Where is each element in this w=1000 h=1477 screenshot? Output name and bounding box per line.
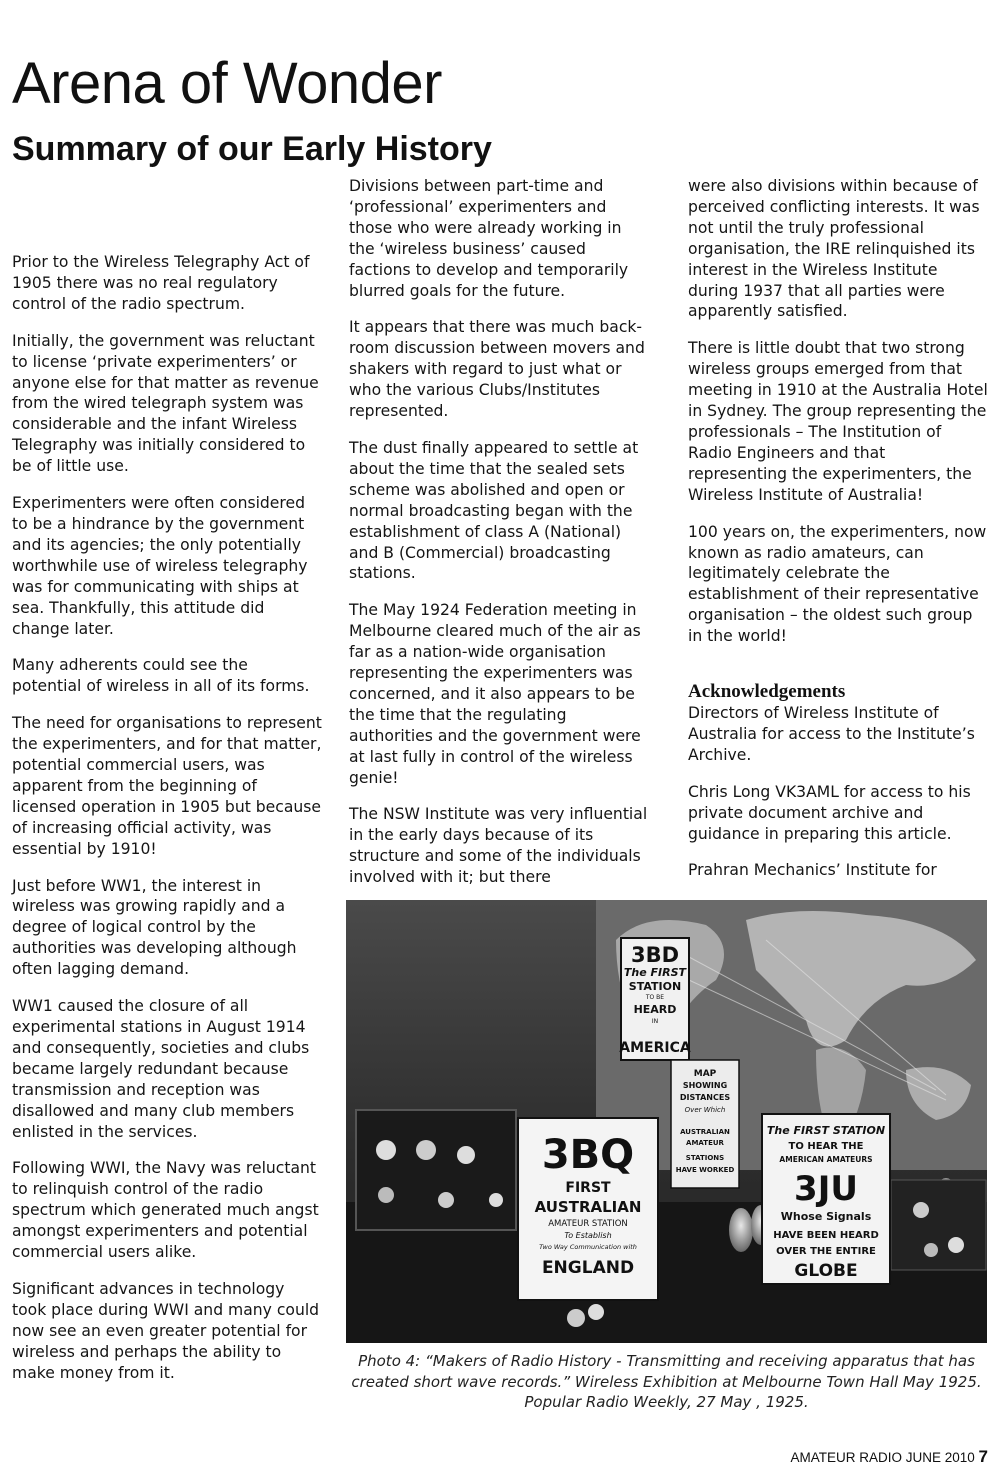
paragraph: Following WWI, the Navy was reluctant to relinquish control of the radio spectrum which generated much angst amongst experimenters and potential commercial users alike. (12, 1159, 319, 1262)
paragraph: 100 years on, the experimenters, now known as radio amateurs, can legitimately celebrate the establishment of their representative organisation – the oldest such group in the world! (688, 522, 987, 646)
paragraph: were also divisions within because of perceived conflicting interests. It was not until the truly professional organisation, the IRE relinquished its interest in the Wireless Institute during 1937 that all parties were apparently satisfied. (688, 177, 980, 321)
sign-3bq-line: Two Way Communication with (539, 1243, 637, 1251)
sign-map-line: STATIONS (685, 1154, 725, 1162)
sign-3bd-line: The FIRST (623, 966, 687, 979)
page-title: Arena of Wonder (12, 51, 442, 116)
page-subtitle: Summary of our Early History (12, 130, 492, 168)
paragraph: Chris Long VK3AML for access to his private document archive and guidance in preparing this article. (688, 782, 971, 843)
paragraph: There is little doubt that two strong wireless groups emerged from that meeting in 1910 at the Australia Hotel in Sydney. The group representing the professionals – The Institution of Radio Engineers and that representing the experimenters, the Wireless Institute of Australia! (688, 339, 988, 504)
sign-3bd (619, 938, 691, 1060)
sign-map-line: AUSTRALIAN (680, 1128, 730, 1136)
article-column-2 (349, 176, 649, 904)
sign-map-line: Over Which (684, 1106, 726, 1114)
article-column-1 (12, 252, 322, 1400)
photo-caption: Photo 4: “Makers of Radio History - Transmitting and receiving apparatus that has created short wave records.” Wireless Exhibition at Melbourne Town Hall May 1925. Popular Radio Weekly, 27 May , 1925. (351, 1352, 982, 1411)
sign-map (671, 1060, 739, 1188)
paragraph: The May 1924 Federation meeting in Melbourne cleared much of the air as far as a nation-wide organisation representing the experimenters was concerned, and it also appears to be the time that the regulating authorities and the government were at last fully in control of the wireless genie! (349, 601, 641, 787)
sign-map-line: HAVE WORKED (675, 1166, 735, 1174)
sign-3ju-line: GLOBE (794, 1261, 858, 1281)
paragraph: Prahran Mechanics’ Institute for (688, 861, 937, 880)
acknowledgements-heading: Acknowledgements (688, 681, 846, 703)
sign-map-line: MAP (693, 1069, 717, 1079)
sign-3ju-line: HAVE BEEN HEARD (773, 1230, 879, 1241)
paragraph: Many adherents could see the potential of wireless in all of its forms. (12, 656, 310, 696)
page-footer (790, 1448, 988, 1467)
sign-3ju (762, 1114, 890, 1284)
sign-map-line: DISTANCES (679, 1093, 731, 1102)
sign-3ju-line: TO HEAR THE (788, 1141, 864, 1152)
paragraph: The dust finally appeared to settle at about the time that the sealed sets scheme was abolished and open or normal broadcasting began with the establishment of class A (National) and B (Commercial) broadcasting stations. (349, 438, 639, 583)
sign-3bd-line: TO BE (645, 994, 665, 1001)
paragraph: It appears that there was much back-room discussion between movers and shakers with regard to just what or who the various Clubs/Institutes represented. (349, 318, 645, 421)
sign-3bq-line: FIRST (565, 1180, 611, 1196)
sign-3bq-line: AUSTRALIAN (534, 1198, 642, 1216)
sign-3bq-line: 3BQ (541, 1132, 635, 1178)
publication-name: AMATEUR RADIO JUNE 2010 (790, 1450, 975, 1465)
paragraph: Divisions between part-time and ‘professional’ experimenters and those who were already working in the ‘wireless business’ caused factions to develop and temporarily blurred goals for the future. (349, 177, 629, 300)
sign-3bq-line: To Establish (564, 1231, 612, 1240)
sign-map-line: AMATEUR (686, 1139, 724, 1147)
sign-3bd-line: 3BD (630, 943, 680, 967)
paragraph: WW1 caused the closure of all experimental stations in August 1914 and consequently, societies and clubs became largely redundant because transmission and reception was disallowed and many club members enlisted in the services. (12, 997, 310, 1141)
sign-map-line: SHOWING (682, 1081, 728, 1090)
sign-3ju-line: AMERICAN AMATEURS (779, 1155, 873, 1164)
paragraph: Significant advances in technology took place during WWI and many could now see an even greater potential for wireless and perhaps the ability to make money from it. (12, 1279, 320, 1382)
exhibition-photo (346, 900, 987, 1343)
sign-3bd-line: AMERICA (619, 1040, 691, 1056)
paragraph: Directors of Wireless Institute of Australia for access to the Institute’s Archive. (688, 704, 975, 764)
paragraph: The NSW Institute was very influential in the early days because of its structure and some of the individuals involved with it; but there (349, 805, 648, 887)
article-column-3 (688, 176, 988, 897)
page-number: 7 (978, 1447, 988, 1466)
sign-3ju-line: Whose Signals (780, 1210, 872, 1223)
sign-3ju-line: The FIRST STATION (766, 1124, 886, 1137)
sign-3ju-line: OVER THE ENTIRE (776, 1246, 876, 1257)
paragraph: Prior to the Wireless Telegraphy Act of 1905 there was no real regulatory control of the radio spectrum. (12, 253, 310, 313)
sign-3bd-line: HEARD (633, 1003, 677, 1016)
paragraph: Just before WW1, the interest in wireless was growing rapidly and a degree of logical control by the authorities was developing although often lagging demand. (12, 876, 297, 979)
paragraph: Experimenters were often considered to be a hindrance by the government and its agencies; the only potentially worthwhile use of wireless telegraphy was for communicating with ships at sea. Thankfully, this attitude did change later. (12, 494, 308, 638)
paragraph: The need for organisations to represent the experimenters, and for that matter, potential commercial users, was apparent from the beginning of licensed operation in 1905 but because of increasing official activity, was essential by 1910! (12, 714, 322, 858)
sign-3bq-line: AMATEUR STATION (548, 1219, 628, 1229)
sign-3bq-line: ENGLAND (541, 1258, 635, 1278)
sign-3ju-line: 3JU (794, 1169, 858, 1209)
sign-3bd-line: IN (651, 1018, 659, 1025)
sign-3bq (518, 1118, 658, 1300)
paragraph: Initially, the government was reluctant to license ‘private experimenters’ or anyone else for that matter as revenue from the wired telegraph system was considerable and the infant Wireless Telegraphy was initially considered to be of little use. (12, 331, 319, 476)
sign-3bd-line: STATION (628, 980, 682, 993)
